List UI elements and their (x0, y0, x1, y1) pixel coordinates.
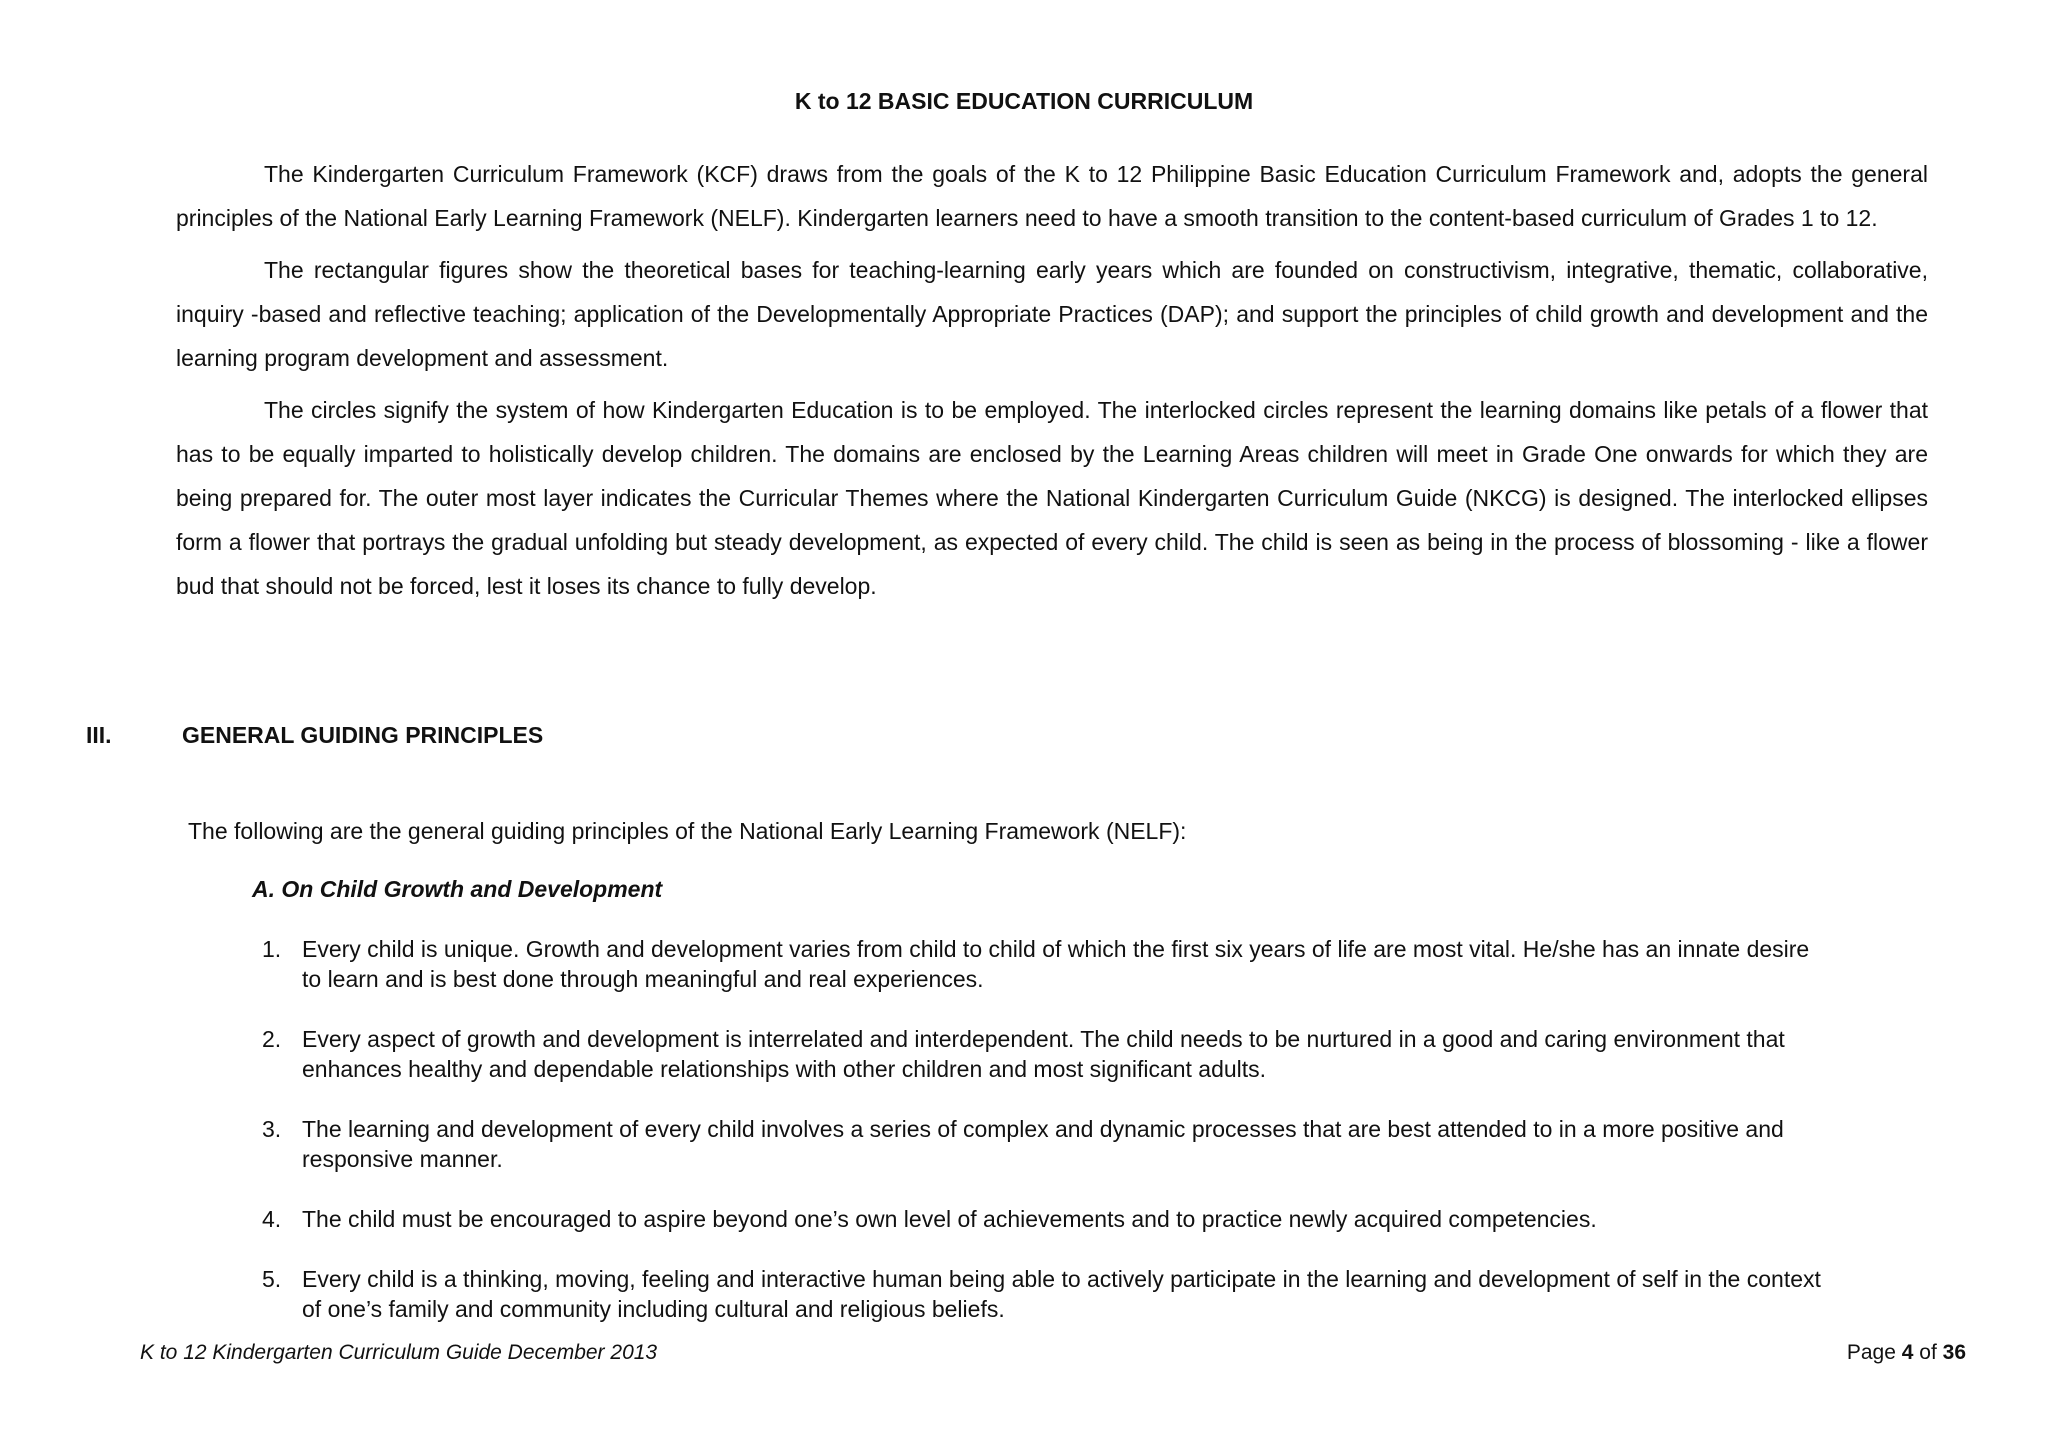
item-number: 2. (262, 1026, 282, 1052)
section-lead-text: The following are the general guiding principles of the National Early Learning Framework (NELF): (188, 818, 1187, 844)
intro-text (176, 152, 1928, 616)
item-text: Every aspect of growth and development is interrelated and interdependent. The child needs to be nurtured in a good and caring environment that enhances healthy and dependable relationships with other children and most significant adults. (302, 1026, 1785, 1082)
principles-list (262, 934, 1822, 1354)
item-number: 3. (262, 1116, 282, 1142)
footer-document-title: K to 12 Kindergarten Curriculum Guide December 2013 (140, 1341, 658, 1364)
list-item (262, 1114, 1822, 1174)
footer-page-number (1847, 1341, 1966, 1365)
list-item (262, 934, 1822, 994)
page-word: Page (1846, 1341, 1896, 1364)
item-text: Every child is a thinking, moving, feeling and interactive human being able to actively participate in the learning and development of self in the context of one’s family and community including cultural and religious beliefs. (302, 1266, 1821, 1322)
list-item (262, 1024, 1822, 1084)
item-text: The learning and development of every child involves a series of complex and dynamic processes that are best attended to in a more positive and responsive manner. (302, 1116, 1784, 1172)
item-number: 5. (262, 1266, 282, 1292)
list-item (262, 1204, 1822, 1234)
section-number: III. (86, 722, 112, 748)
item-number: 1. (262, 936, 282, 962)
page-total: 36 (1942, 1341, 1966, 1364)
paragraph: The circles signify the system of how Kindergarten Education is to be employed. The interlocked circles represent the learning domains like petals of a flower that has to be equally imparted to holistically develop children. The domains are enclosed by the Learning Areas children will meet in Grade One onwards for which they are being prepared for. The outer most layer indicates the Curricular Themes where the National Kindergarten Curriculum Guide (NKCG) is designed. The interlocked ellipses form a flower that portrays the gradual unfolding but steady development, as expected of every child. The child is seen as being in the process of blossoming - like a flower bud that should not be forced, lest it loses its chance to fully develop. (176, 397, 1928, 599)
section-title: GENERAL GUIDING PRINCIPLES (182, 722, 544, 748)
item-text: Every child is unique. Growth and development varies from child to child of which the first six years of life are most vital. He/she has an innate desire to learn and is best done through meaningful and real experiences. (302, 936, 1810, 992)
page-current: 4 (1901, 1341, 1914, 1364)
item-text: The child must be encouraged to aspire beyond one’s own level of achievements and to practice newly acquired competencies. (302, 1206, 1597, 1232)
list-item (262, 1264, 1822, 1324)
paragraph: The Kindergarten Curriculum Framework (KCF) draws from the goals of the K to 12 Philippine Basic Education Curriculum Framework and, adopts the general principles of the National Early Learning Framework (NELF). Kindergarten learners need to have a smooth transition to the content-based curriculum of Grades 1 to 12. (176, 161, 1928, 231)
page-of: of (1919, 1341, 1937, 1364)
page-title: K to 12 BASIC EDUCATION CURRICULUM (794, 88, 1254, 114)
section-heading (86, 722, 543, 749)
paragraph: The rectangular figures show the theoretical bases for teaching-learning early years which are founded on constructivism, integrative, thematic, collaborative, inquiry -based and reflective teaching; application of the Developmentally Appropriate Practices (DAP); and support the principles of child growth and development and the learning program development and assessment. (176, 257, 1928, 371)
item-number: 4. (262, 1206, 282, 1232)
subsection-heading: A. On Child Growth and Development (252, 876, 663, 902)
